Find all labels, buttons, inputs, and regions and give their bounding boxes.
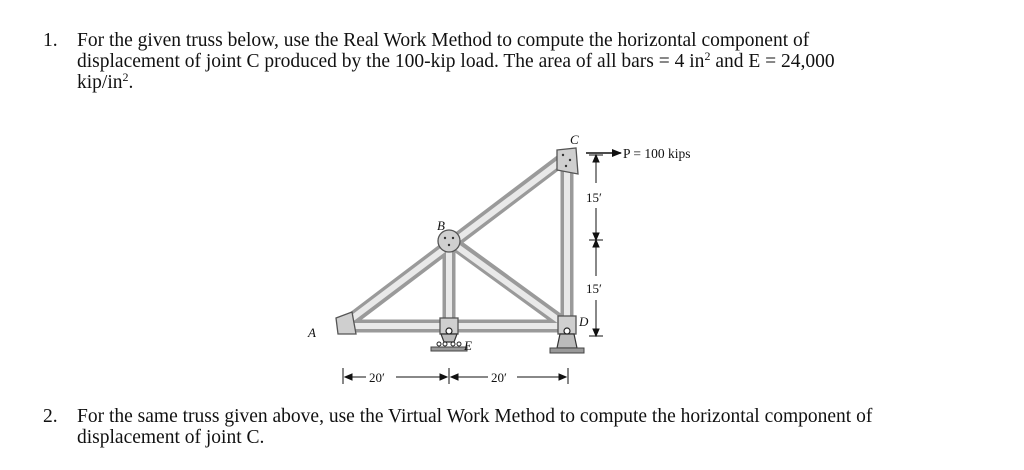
problem-2-number: 2. bbox=[43, 406, 58, 427]
gusset-B bbox=[438, 230, 460, 252]
dimension-lower: 15′ bbox=[586, 281, 602, 296]
problem-1-number: 1. bbox=[43, 30, 58, 51]
problem-2-text bbox=[77, 406, 977, 448]
gusset-C bbox=[557, 148, 578, 174]
load-label: P = 100 kips bbox=[623, 146, 691, 161]
joint-label-B: B bbox=[437, 218, 445, 233]
problem-1-line-3-b: . bbox=[128, 72, 134, 93]
joint-label-D: D bbox=[579, 314, 589, 329]
modulus-exponent: 2 bbox=[122, 70, 129, 84]
dimension-left: 20′ bbox=[369, 370, 385, 385]
joint-label-E: E bbox=[464, 338, 472, 353]
problem-2-line-2: displacement of joint C. bbox=[77, 427, 265, 448]
problem-1-line-1: For the given truss below, use the Real Work Method to compute the horizontal component of bbox=[77, 30, 810, 51]
gusset-A bbox=[336, 312, 356, 334]
problem-1-line-3-a: kip/in bbox=[77, 72, 123, 93]
area-exponent: 2 bbox=[704, 49, 711, 63]
dimension-right: 20′ bbox=[491, 370, 507, 385]
joint-label-C: C bbox=[570, 132, 579, 147]
vertical-dimensions bbox=[589, 155, 603, 336]
dimension-upper: 15′ bbox=[586, 190, 602, 205]
joint-label-A: A bbox=[308, 325, 316, 340]
problem-1-line-2-a: displacement of joint C produced by the 100-kip load. The area of all bars = 4 in bbox=[77, 51, 705, 72]
problem-1-line-2-b: and E = 24,000 bbox=[710, 51, 835, 72]
problem-2-line-1: For the same truss given above, use the Virtual Work Method to compute the horizontal component of bbox=[77, 406, 873, 427]
